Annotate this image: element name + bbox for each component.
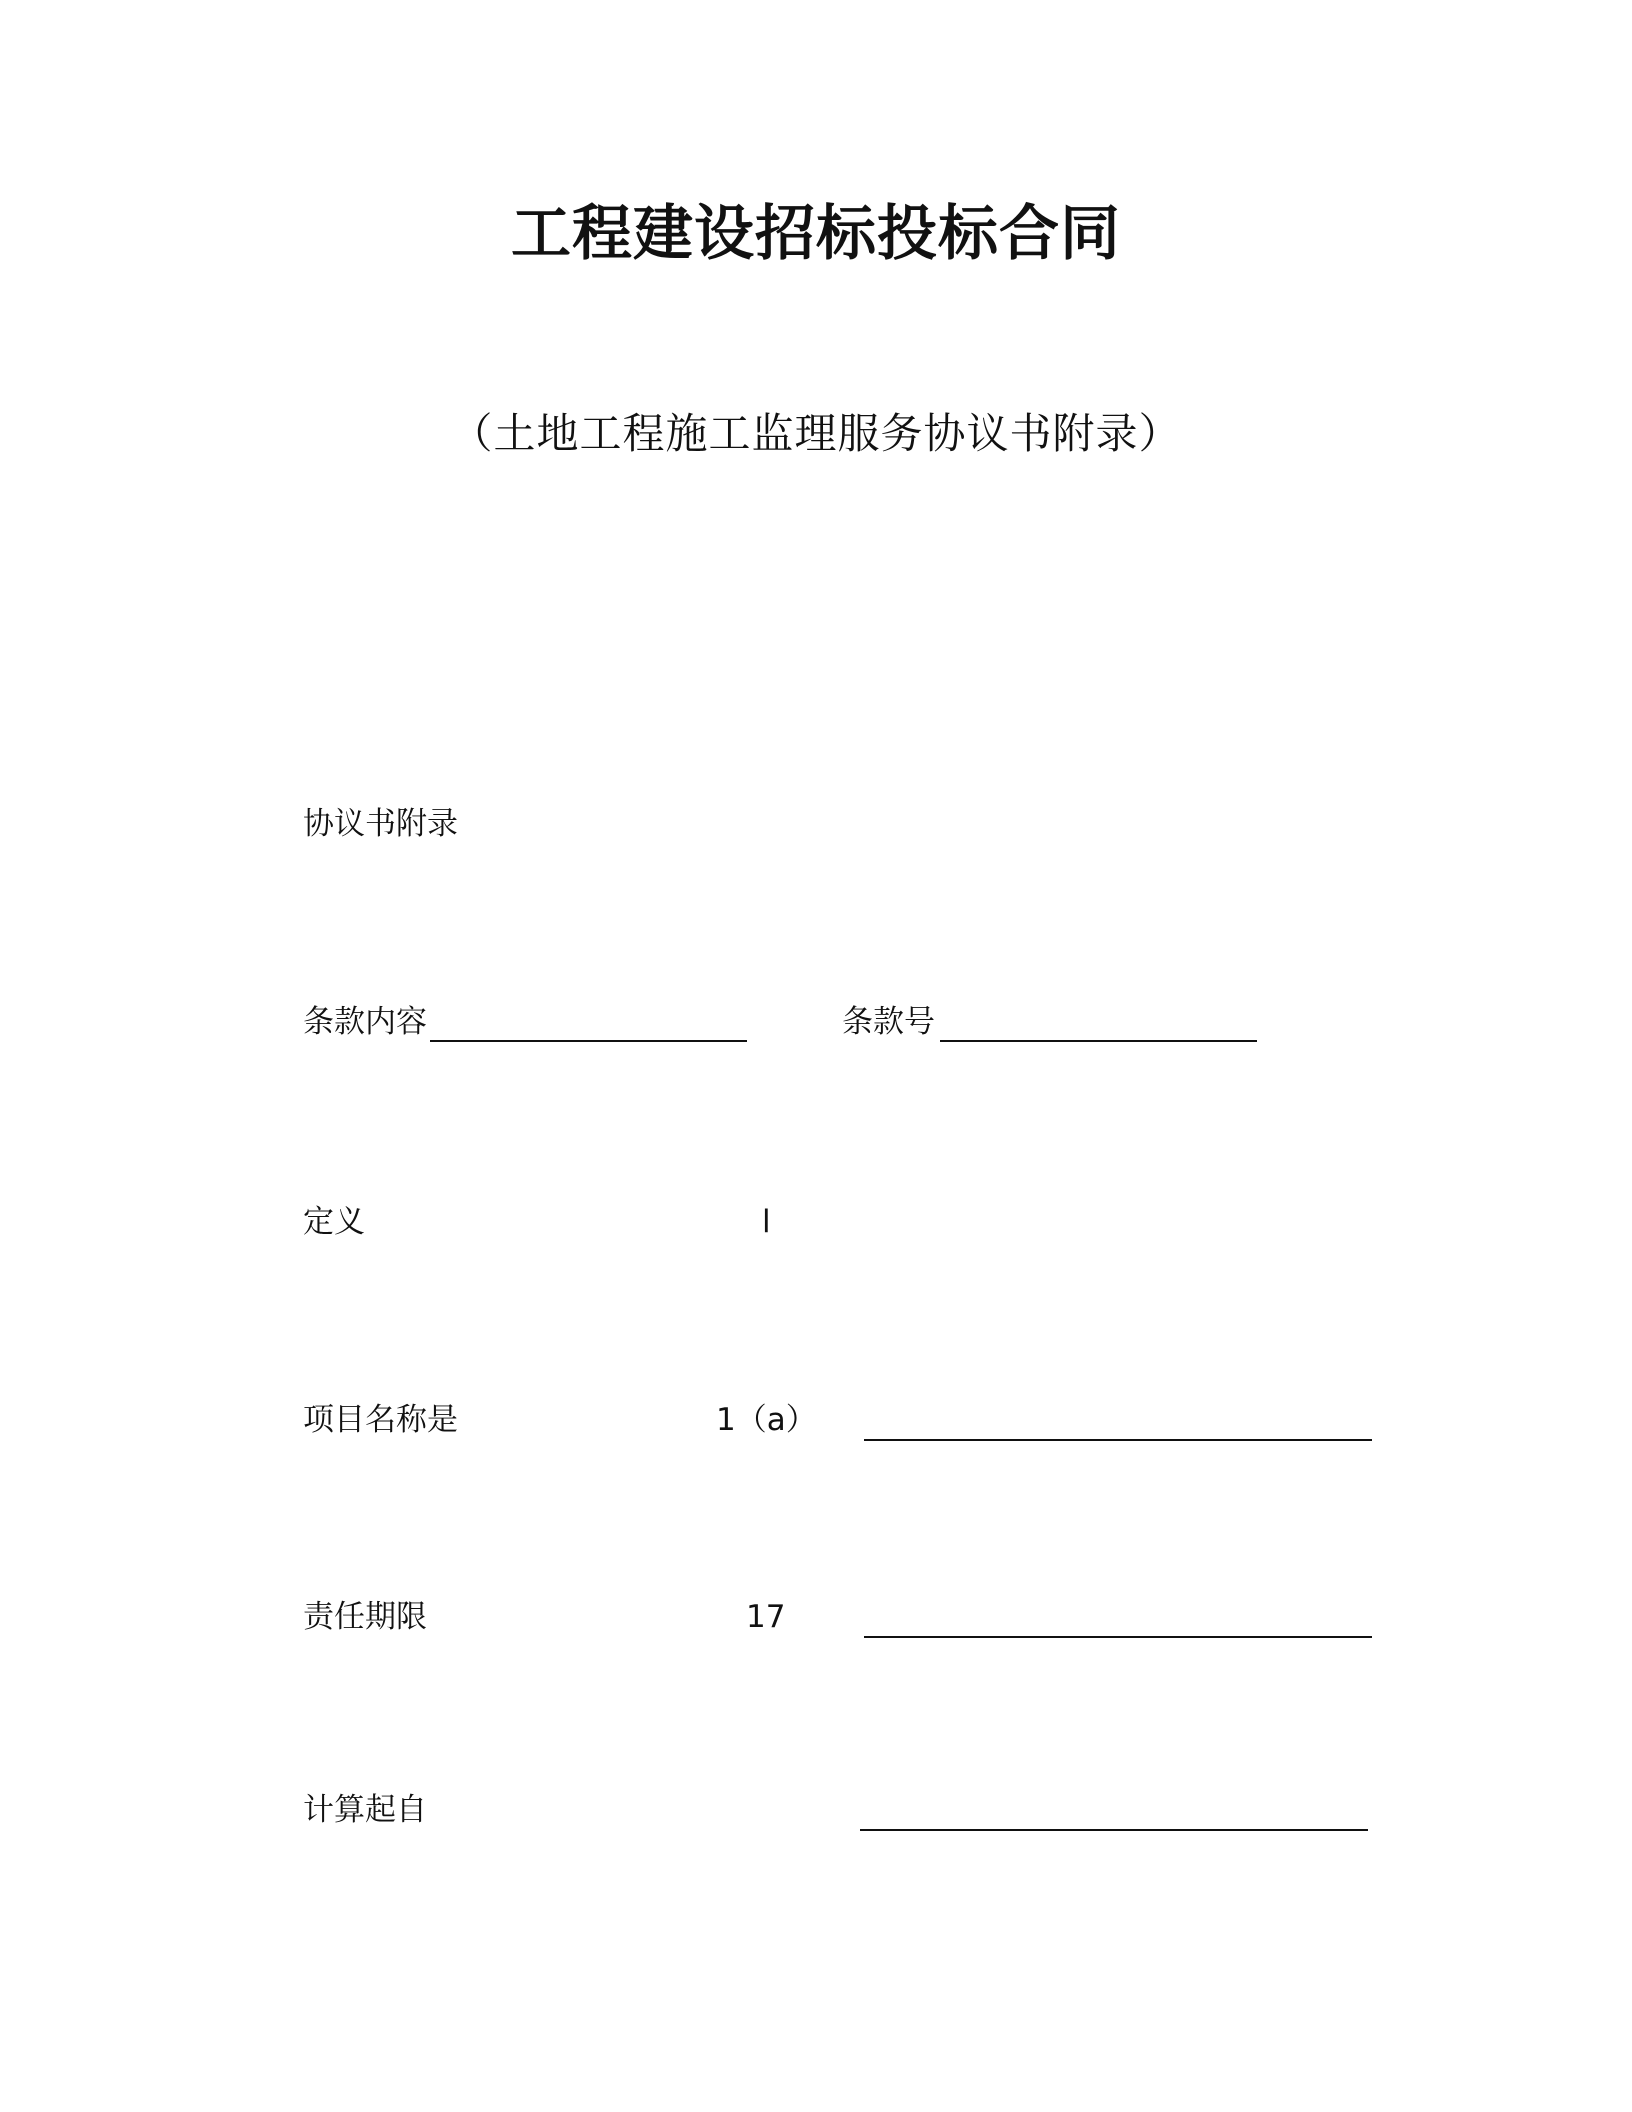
row-label-calculated-from: 计算起自 [303,1792,427,1828]
row-label-definition: 定义 [303,1204,365,1240]
row-label-liability-period: 责任期限 [303,1599,427,1635]
document-subtitle: （土地工程施工监理服务协议书附录） [450,409,1182,458]
clause-number-field-line[interactable] [940,1040,1257,1042]
document-title: 工程建设招标投标合同 [511,199,1121,269]
clause-number-label: 条款号 [842,1004,935,1040]
clause-content-label: 条款内容 [303,1004,427,1040]
row-clause-definition: l [762,1204,771,1240]
section-heading: 协议书附录 [303,806,458,842]
liability-period-field-line[interactable] [864,1636,1372,1638]
project-name-field-line[interactable] [864,1439,1372,1441]
row-label-project-name: 项目名称是 [303,1402,458,1438]
row-clause-liability-period: 17 [746,1599,786,1635]
calculated-from-field-line[interactable] [860,1829,1368,1831]
clause-content-field-line[interactable] [430,1040,747,1042]
row-clause-project-name: 1（a） [716,1402,817,1438]
